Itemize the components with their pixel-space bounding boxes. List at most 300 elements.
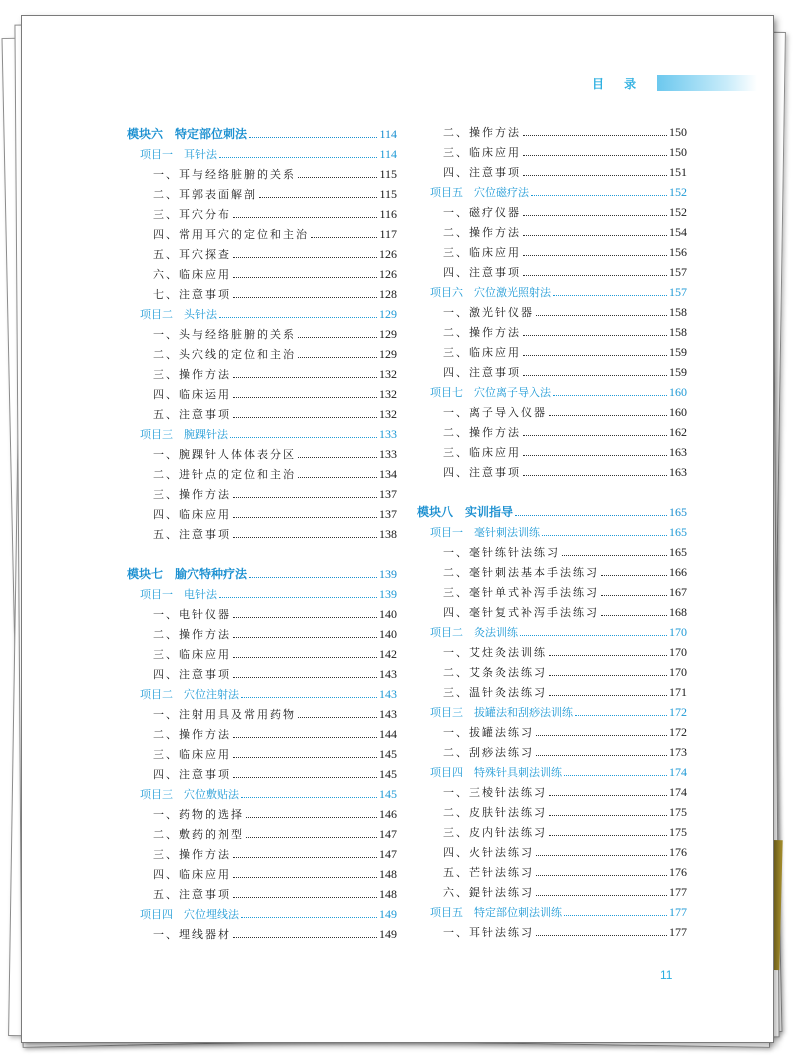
toc-entry-page: 150 (669, 145, 687, 159)
toc-entry-page: 171 (669, 685, 687, 699)
toc-entry-page: 148 (379, 867, 397, 881)
toc-entry-title: 一、耳针法练习 (443, 926, 534, 939)
toc-entry-title: 一、耳与经络脏腑的关系 (153, 168, 296, 181)
toc-item-entry[interactable] (127, 842, 397, 862)
toc-entry-title: 三、临床应用 (153, 748, 231, 761)
dot-leader (601, 615, 667, 616)
toc-item-entry[interactable] (417, 340, 687, 360)
toc-entry-title: 一、药物的选择 (153, 808, 244, 821)
dot-leader (233, 777, 377, 778)
toc-entry-title: 三、温针灸法练习 (443, 686, 547, 699)
toc-item-entry[interactable] (127, 702, 397, 722)
toc-entry-title: 一、艾炷灸法训练 (443, 646, 547, 659)
toc-item-entry[interactable] (127, 442, 397, 462)
toc-entry-page: 175 (669, 805, 687, 819)
toc-project-entry[interactable] (127, 782, 397, 802)
dot-leader (553, 295, 667, 296)
toc-entry-title: 二、操作方法 (443, 226, 521, 239)
toc-entry-page: 175 (669, 825, 687, 839)
toc-entry-page: 160 (669, 405, 687, 419)
dot-leader (553, 395, 667, 396)
dot-leader (531, 195, 667, 196)
toc-entry-page: 174 (669, 785, 687, 799)
toc-item-entry[interactable] (127, 482, 397, 502)
toc-item-entry[interactable] (417, 160, 687, 180)
toc-item-entry[interactable] (417, 320, 687, 340)
toc-item-entry[interactable] (127, 222, 397, 242)
toc-item-entry[interactable] (127, 762, 397, 782)
toc-project-entry[interactable] (417, 900, 687, 920)
toc-entry-title: 一、毫针练针法练习 (443, 546, 560, 559)
toc-item-entry[interactable] (417, 600, 687, 620)
toc-entry-page: 170 (669, 665, 687, 679)
toc-entry-title: 二、刮痧法练习 (443, 746, 534, 759)
toc-entry-page: 132 (379, 367, 397, 381)
toc-entry-title: 四、注意事项 (443, 366, 521, 379)
toc-entry-page: 168 (669, 605, 687, 619)
dot-leader (233, 377, 377, 378)
dot-leader (549, 655, 667, 656)
toc-project-entry[interactable] (417, 520, 687, 540)
dot-leader (233, 517, 377, 518)
dot-leader (233, 637, 377, 638)
toc-project-entry[interactable] (417, 380, 687, 400)
toc-entry-title: 二、操作方法 (443, 326, 521, 339)
dot-leader (241, 917, 377, 918)
dot-leader (233, 857, 377, 858)
toc-item-entry[interactable] (127, 922, 397, 942)
dot-leader (241, 797, 377, 798)
toc-entry-title: 三、毫针单式补泻手法练习 (443, 586, 599, 599)
toc-entry-title: 四、临床应用 (153, 508, 231, 521)
toc-entry-title: 三、临床应用 (443, 446, 521, 459)
toc-item-entry[interactable] (417, 440, 687, 460)
toc-entry-page: 156 (669, 245, 687, 259)
toc-entry-title: 项目三 穴位敷贴法 (140, 788, 239, 801)
toc-entry-title: 项目五 特定部位刺法训练 (430, 906, 562, 919)
dot-leader (523, 375, 667, 376)
toc-entry-title: 项目七 穴位离子导入法 (430, 386, 551, 399)
toc-item-entry[interactable] (417, 200, 687, 220)
toc-entry-page: 163 (669, 465, 687, 479)
toc-item-entry[interactable] (417, 820, 687, 840)
toc-entry-page: 150 (669, 125, 687, 139)
dot-leader (536, 895, 667, 896)
toc-entry-page: 114 (379, 127, 397, 141)
toc-entry-title: 四、临床应用 (153, 868, 231, 881)
dot-leader (298, 477, 377, 478)
toc-entry-page: 132 (379, 407, 397, 421)
dot-leader (233, 277, 377, 278)
toc-entry-page: 159 (669, 345, 687, 359)
toc-entry-title: 一、磁疗仪器 (443, 206, 521, 219)
toc-entry-title: 模块六 特定部位刺法 (127, 127, 248, 141)
dot-leader (233, 617, 377, 618)
toc-item-entry[interactable] (417, 420, 687, 440)
toc-entry-title: 二、操作方法 (153, 728, 231, 741)
toc-entry-page: 174 (669, 765, 687, 779)
toc-project-entry[interactable] (417, 620, 687, 640)
toc-item-entry[interactable] (127, 202, 397, 222)
toc-entry-title: 三、操作方法 (153, 488, 231, 501)
toc-item-entry[interactable] (417, 360, 687, 380)
toc-entry-page: 145 (379, 747, 397, 761)
toc-entry-title: 四、临床运用 (153, 388, 231, 401)
toc-entry-page: 154 (669, 225, 687, 239)
toc-entry-title: 项目三 腕踝针法 (140, 428, 228, 441)
toc-project-entry[interactable] (417, 280, 687, 300)
toc-item-entry[interactable] (127, 722, 397, 742)
dot-leader (549, 695, 667, 696)
toc-entry-page: 132 (379, 387, 397, 401)
dot-leader (233, 217, 377, 218)
toc-item-entry[interactable] (417, 640, 687, 660)
dot-leader (536, 855, 667, 856)
toc-project-entry[interactable] (417, 700, 687, 720)
dot-leader (523, 475, 667, 476)
toc-item-entry[interactable] (127, 522, 397, 542)
toc-module-entry[interactable] (417, 498, 687, 520)
toc-entry-page: 149 (379, 927, 397, 941)
toc-entry-title: 二、操作方法 (443, 426, 521, 439)
toc-entry-title: 一、三棱针法练习 (443, 786, 547, 799)
dot-leader (523, 335, 667, 336)
toc-entry-page: 143 (379, 687, 397, 701)
toc-entry-page: 149 (379, 907, 397, 921)
toc-entry-title: 四、注意事项 (153, 768, 231, 781)
toc-entry-title: 三、临床应用 (443, 246, 521, 259)
toc-entry-title: 一、注射用具及常用药物 (153, 708, 296, 721)
toc-item-entry[interactable] (127, 642, 397, 662)
toc-entry-title: 二、皮肤针法练习 (443, 806, 547, 819)
dot-leader (246, 817, 377, 818)
dot-leader (523, 355, 667, 356)
dot-leader (241, 697, 377, 698)
dot-leader (523, 275, 667, 276)
toc-entry-page: 129 (379, 347, 397, 361)
toc-entry-title: 三、临床应用 (153, 648, 231, 661)
toc-entry-title: 三、皮内针法练习 (443, 826, 547, 839)
toc-entry-page: 176 (669, 865, 687, 879)
dot-leader (233, 757, 377, 758)
page-number: 11 (660, 968, 673, 982)
toc-project-entry[interactable] (127, 302, 397, 322)
toc-item-entry[interactable] (127, 882, 397, 902)
toc-entry-page: 163 (669, 445, 687, 459)
toc-entry-page: 158 (669, 325, 687, 339)
dot-leader (523, 235, 667, 236)
toc-entry-page: 177 (669, 905, 687, 919)
dot-leader (536, 875, 667, 876)
toc-entry-page: 133 (379, 447, 397, 461)
toc-item-entry[interactable] (127, 802, 397, 822)
toc-entry-title: 五、注意事项 (153, 528, 231, 541)
dot-leader (523, 255, 667, 256)
dot-leader (233, 657, 377, 658)
dot-leader (249, 577, 377, 578)
toc-entry-page: 143 (379, 707, 397, 721)
dot-leader (523, 135, 667, 136)
dot-leader (601, 595, 667, 596)
toc-item-entry[interactable] (127, 862, 397, 882)
toc-entry-title: 四、火针法练习 (443, 846, 534, 859)
dot-leader (233, 877, 377, 878)
toc-project-entry[interactable] (127, 582, 397, 602)
toc-project-entry[interactable] (417, 180, 687, 200)
toc-item-entry[interactable] (127, 182, 397, 202)
toc-entry-title: 二、敷药的剂型 (153, 828, 244, 841)
toc-entry-title: 五、注意事项 (153, 408, 231, 421)
toc-entry-title: 一、电针仪器 (153, 608, 231, 621)
toc-entry-title: 六、鍉针法练习 (443, 886, 534, 899)
toc-entry-title: 三、操作方法 (153, 848, 231, 861)
toc-item-entry[interactable] (417, 880, 687, 900)
toc-item-entry[interactable] (417, 800, 687, 820)
dot-leader (230, 437, 377, 438)
toc-entry-page: 115 (379, 187, 397, 201)
toc-item-entry[interactable] (127, 262, 397, 282)
toc-entry-page: 139 (379, 567, 397, 581)
toc-entry-page: 158 (669, 305, 687, 319)
dot-leader (233, 677, 377, 678)
toc-entry-page: 116 (379, 207, 397, 221)
dot-leader (575, 715, 667, 716)
toc-entry-title: 二、艾条灸法练习 (443, 666, 547, 679)
dot-leader (542, 535, 667, 536)
toc-entry-title: 模块八 实训指导 (417, 505, 514, 519)
toc-item-entry[interactable] (127, 282, 397, 302)
dot-leader (549, 675, 667, 676)
dot-leader (298, 717, 377, 718)
toc-entry-title: 项目二 穴位注射法 (140, 688, 239, 701)
dot-leader (233, 417, 377, 418)
toc-project-entry[interactable] (127, 142, 397, 162)
dot-leader (233, 897, 377, 898)
toc-module-entry[interactable] (127, 120, 397, 142)
dot-leader (249, 137, 377, 138)
toc-item-entry[interactable] (417, 740, 687, 760)
toc-entry-title: 二、进针点的定位和主治 (153, 468, 296, 481)
toc-entry-title: 二、耳郭表面解剖 (153, 188, 257, 201)
toc-right-column (417, 120, 687, 940)
toc-entry-title: 四、毫针复式补泻手法练习 (443, 606, 599, 619)
toc-entry-page: 172 (669, 705, 687, 719)
toc-entry-title: 一、埋线器材 (153, 928, 231, 941)
toc-project-entry[interactable] (127, 902, 397, 922)
dot-leader (219, 597, 377, 598)
toc-entry-title: 模块七 腧穴特种疗法 (127, 567, 248, 581)
toc-item-entry[interactable] (127, 822, 397, 842)
dot-leader (515, 515, 667, 516)
toc-entry-page: 142 (379, 647, 397, 661)
toc-item-entry[interactable] (417, 660, 687, 680)
toc-project-entry[interactable] (417, 760, 687, 780)
toc-entry-page: 176 (669, 845, 687, 859)
toc-entry-page: 172 (669, 725, 687, 739)
toc-entry-title: 三、临床应用 (443, 146, 521, 159)
toc-project-entry[interactable] (127, 422, 397, 442)
dot-leader (523, 215, 667, 216)
toc-item-entry[interactable] (417, 920, 687, 940)
toc-entry-title: 四、常用耳穴的定位和主治 (153, 228, 309, 241)
toc-item-entry[interactable] (417, 460, 687, 480)
dot-leader (523, 155, 667, 156)
toc-item-entry[interactable] (127, 462, 397, 482)
toc-entry-page: 137 (379, 507, 397, 521)
toc-entry-title: 二、操作方法 (153, 628, 231, 641)
toc-item-entry[interactable] (417, 300, 687, 320)
toc-entry-page: 147 (379, 827, 397, 841)
toc-entry-page: 147 (379, 847, 397, 861)
toc-item-entry[interactable] (127, 362, 397, 382)
toc-entry-title: 一、腕踝针人体体表分区 (153, 448, 296, 461)
dot-leader (219, 157, 377, 158)
dot-leader (536, 735, 667, 736)
toc-item-entry[interactable] (417, 580, 687, 600)
dot-leader (311, 237, 377, 238)
toc-item-entry[interactable] (417, 720, 687, 740)
toc-item-entry[interactable] (127, 242, 397, 262)
toc-item-entry[interactable] (127, 502, 397, 522)
dot-leader (523, 455, 667, 456)
toc-entry-title: 项目三 拔罐法和刮痧法训练 (430, 706, 573, 719)
toc-item-entry[interactable] (417, 220, 687, 240)
toc-entry-page: 137 (379, 487, 397, 501)
toc-entry-page: 140 (379, 607, 397, 621)
toc-entry-page: 157 (669, 265, 687, 279)
toc-item-entry[interactable] (417, 120, 687, 140)
toc-entry-page: 152 (669, 205, 687, 219)
toc-item-entry[interactable] (417, 400, 687, 420)
toc-entry-title: 项目一 电针法 (140, 588, 217, 601)
toc-entry-title: 一、离子导入仪器 (443, 406, 547, 419)
header-title: 目 录 (592, 76, 645, 91)
toc-entry-page: 173 (669, 745, 687, 759)
toc-entry-page: 140 (379, 627, 397, 641)
dot-leader (536, 935, 667, 936)
toc-item-entry[interactable] (417, 540, 687, 560)
toc-entry-title: 项目五 穴位磁疗法 (430, 186, 529, 199)
toc-item-entry[interactable] (127, 322, 397, 342)
dot-leader (536, 755, 667, 756)
section-gap (127, 542, 397, 560)
header-accent-bar (657, 75, 757, 91)
dot-leader (233, 257, 377, 258)
dot-leader (233, 397, 377, 398)
dot-leader (564, 915, 667, 916)
toc-item-entry[interactable] (127, 342, 397, 362)
toc-item-entry[interactable] (127, 622, 397, 642)
toc-entry-title: 六、临床应用 (153, 268, 231, 281)
toc-entry-title: 项目二 头针法 (140, 308, 217, 321)
dot-leader (549, 835, 667, 836)
toc-entry-title: 四、注意事项 (153, 668, 231, 681)
toc-item-entry[interactable] (417, 240, 687, 260)
toc-project-entry[interactable] (127, 682, 397, 702)
toc-entry-page: 165 (669, 525, 687, 539)
toc-entry-page: 114 (379, 147, 397, 161)
toc-entry-title: 二、头穴线的定位和主治 (153, 348, 296, 361)
toc-entry-title: 一、拔罐法练习 (443, 726, 534, 739)
dot-leader (298, 457, 377, 458)
dot-leader (219, 317, 377, 318)
toc-entry-title: 一、激光针仪器 (443, 306, 534, 319)
toc-entry-page: 126 (379, 247, 397, 261)
toc-entry-title: 项目一 毫针刺法训练 (430, 526, 540, 539)
toc-entry-title: 二、毫针刺法基本手法练习 (443, 566, 599, 579)
dot-leader (536, 315, 667, 316)
toc-entry-page: 117 (379, 227, 397, 241)
toc-item-entry[interactable] (127, 402, 397, 422)
toc-entry-title: 四、注意事项 (443, 266, 521, 279)
toc-entry-page: 167 (669, 585, 687, 599)
dot-leader (246, 837, 377, 838)
toc-item-entry[interactable] (417, 140, 687, 160)
toc-item-entry[interactable] (417, 860, 687, 880)
dot-leader (549, 815, 667, 816)
toc-entry-page: 133 (379, 427, 397, 441)
toc-item-entry[interactable] (417, 840, 687, 860)
toc-entry-page: 126 (379, 267, 397, 281)
toc-entry-page: 145 (379, 787, 397, 801)
dot-leader (298, 177, 377, 178)
dot-leader (233, 937, 377, 938)
toc-item-entry[interactable] (417, 560, 687, 580)
toc-entry-title: 五、芒针法练习 (443, 866, 534, 879)
toc-entry-page: 139 (379, 587, 397, 601)
dot-leader (233, 297, 377, 298)
dot-leader (298, 357, 377, 358)
toc-entry-title: 五、注意事项 (153, 888, 231, 901)
toc-item-entry[interactable] (127, 742, 397, 762)
toc-entry-title: 五、耳穴探查 (153, 248, 231, 261)
dot-leader (549, 415, 667, 416)
toc-entry-page: 165 (669, 505, 687, 519)
toc-entry-page: 144 (379, 727, 397, 741)
section-gap (417, 480, 687, 498)
toc-item-entry[interactable] (127, 602, 397, 622)
toc-item-entry[interactable] (417, 680, 687, 700)
toc-item-entry[interactable] (417, 780, 687, 800)
toc-entry-title: 项目四 特殊针具刺法训练 (430, 766, 562, 779)
toc-entry-title: 二、操作方法 (443, 126, 521, 139)
dot-leader (233, 497, 377, 498)
toc-module-entry[interactable] (127, 560, 397, 582)
toc-item-entry[interactable] (127, 162, 397, 182)
toc-entry-page: 129 (379, 307, 397, 321)
toc-entry-title: 三、耳穴分布 (153, 208, 231, 221)
dot-leader (562, 555, 667, 556)
toc-left-column (127, 120, 397, 942)
toc-entry-page: 138 (379, 527, 397, 541)
dot-leader (601, 575, 667, 576)
toc-entry-title: 七、注意事项 (153, 288, 231, 301)
toc-entry-page: 162 (669, 425, 687, 439)
toc-entry-title: 三、操作方法 (153, 368, 231, 381)
dot-leader (523, 435, 667, 436)
toc-entry-title: 一、头与经络脏腑的关系 (153, 328, 296, 341)
toc-item-entry[interactable] (127, 662, 397, 682)
toc-entry-title: 项目四 穴位埋线法 (140, 908, 239, 921)
toc-item-entry[interactable] (417, 260, 687, 280)
toc-entry-page: 177 (669, 885, 687, 899)
toc-entry-page: 165 (669, 545, 687, 559)
page-header (592, 74, 654, 92)
toc-entry-page: 166 (669, 565, 687, 579)
toc-entry-title: 项目一 耳针法 (140, 148, 217, 161)
toc-item-entry[interactable] (127, 382, 397, 402)
toc-entry-page: 115 (379, 167, 397, 181)
